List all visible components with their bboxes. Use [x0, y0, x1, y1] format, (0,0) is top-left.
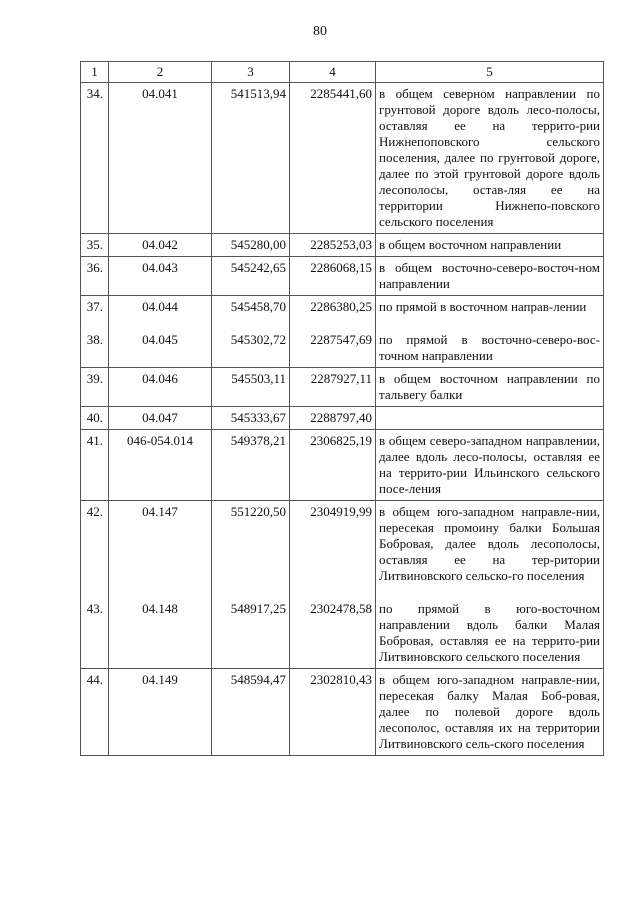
point-id: 04.043 [109, 257, 212, 296]
row-number: 43. [81, 587, 109, 669]
x-coordinate: 545458,70 [212, 296, 290, 319]
table-row [81, 669, 604, 756]
table-row [81, 501, 604, 588]
y-coordinate: 2302810,43 [290, 669, 376, 756]
row-number: 42. [81, 501, 109, 588]
column-header: 2 [109, 62, 212, 83]
table-row [81, 318, 604, 368]
row-number: 35. [81, 234, 109, 257]
table-header-row [81, 62, 604, 83]
point-id: 04.045 [109, 318, 212, 368]
point-id: 04.148 [109, 587, 212, 669]
row-number: 44. [81, 669, 109, 756]
boundary-description: в общем восточном направлении по тальвегу балки [376, 368, 604, 407]
column-header: 1 [81, 62, 109, 83]
point-id: 04.044 [109, 296, 212, 319]
row-number: 39. [81, 368, 109, 407]
table-row [81, 234, 604, 257]
column-header: 4 [290, 62, 376, 83]
table-row [81, 407, 604, 430]
boundary-description: в общем восточном направлении [376, 234, 604, 257]
x-coordinate: 548917,25 [212, 587, 290, 669]
row-number: 41. [81, 430, 109, 501]
y-coordinate: 2286380,25 [290, 296, 376, 319]
y-coordinate: 2286068,15 [290, 257, 376, 296]
point-id: 04.042 [109, 234, 212, 257]
boundary-points-table [80, 61, 604, 756]
point-id: 046-054.014 [109, 430, 212, 501]
row-number: 37. [81, 296, 109, 319]
x-coordinate: 545503,11 [212, 368, 290, 407]
y-coordinate: 2288797,40 [290, 407, 376, 430]
point-id: 04.046 [109, 368, 212, 407]
boundary-description: по прямой в юго-восточном направлении вдоль балки Малая Бобровая, оставляя ее на террито-рии Литвиновского сельского поселения [376, 587, 604, 669]
boundary-description: по прямой в восточном направ-лении [376, 296, 604, 319]
point-id: 04.041 [109, 83, 212, 234]
column-header: 3 [212, 62, 290, 83]
row-number: 38. [81, 318, 109, 368]
x-coordinate: 545280,00 [212, 234, 290, 257]
table-row [81, 83, 604, 234]
boundary-description: в общем восточно-северо-восточ-ном направлении [376, 257, 604, 296]
table-row [81, 368, 604, 407]
y-coordinate: 2285253,03 [290, 234, 376, 257]
y-coordinate: 2302478,58 [290, 587, 376, 669]
column-header: 5 [376, 62, 604, 83]
y-coordinate: 2304919,99 [290, 501, 376, 588]
page-number: 80 [313, 24, 327, 39]
y-coordinate: 2287547,69 [290, 318, 376, 368]
boundary-description: в общем юго-западном направле-нии, пересекая балку Малая Боб-ровая, далее по полевой дороге вдоль лесополос, оставляя их на территории Литвиновского сель-ского поселения [376, 669, 604, 756]
boundary-description [376, 407, 604, 430]
x-coordinate: 545242,65 [212, 257, 290, 296]
boundary-description: в общем юго-западном направле-нии, пересекая промоину балки Большая Бобровая, далее вдоль лесополосы, оставляя ее на тер-ритории Литвиновского сельско-го поселения [376, 501, 604, 588]
x-coordinate: 545333,67 [212, 407, 290, 430]
x-coordinate: 545302,72 [212, 318, 290, 368]
row-number: 36. [81, 257, 109, 296]
y-coordinate: 2285441,60 [290, 83, 376, 234]
row-number: 40. [81, 407, 109, 430]
x-coordinate: 541513,94 [212, 83, 290, 234]
x-coordinate: 548594,47 [212, 669, 290, 756]
boundary-description: по прямой в восточно-северо-вос-точном направлении [376, 318, 604, 368]
table-row [81, 430, 604, 501]
y-coordinate: 2287927,11 [290, 368, 376, 407]
table-row [81, 587, 604, 669]
point-id: 04.047 [109, 407, 212, 430]
point-id: 04.147 [109, 501, 212, 588]
boundary-description: в общем северном направлении по грунтовой дороге вдоль лесо-полосы, оставляя ее на террито-рии Нижнепоповского сельского поселения, далее по грунтовой дороге, далее по этой грунтовой дороге вдоль лесополосы, остав-ляя ее на территории Нижнепо-повского сельского поселения [376, 83, 604, 234]
table-row [81, 257, 604, 296]
point-id: 04.149 [109, 669, 212, 756]
x-coordinate: 549378,21 [212, 430, 290, 501]
y-coordinate: 2306825,19 [290, 430, 376, 501]
table-row [81, 296, 604, 319]
row-number: 34. [81, 83, 109, 234]
x-coordinate: 551220,50 [212, 501, 290, 588]
boundary-description: в общем северо-западном направлении, далее вдоль лесо-полосы, оставляя ее на террито-рии Ильинского сельского посе-ления [376, 430, 604, 501]
